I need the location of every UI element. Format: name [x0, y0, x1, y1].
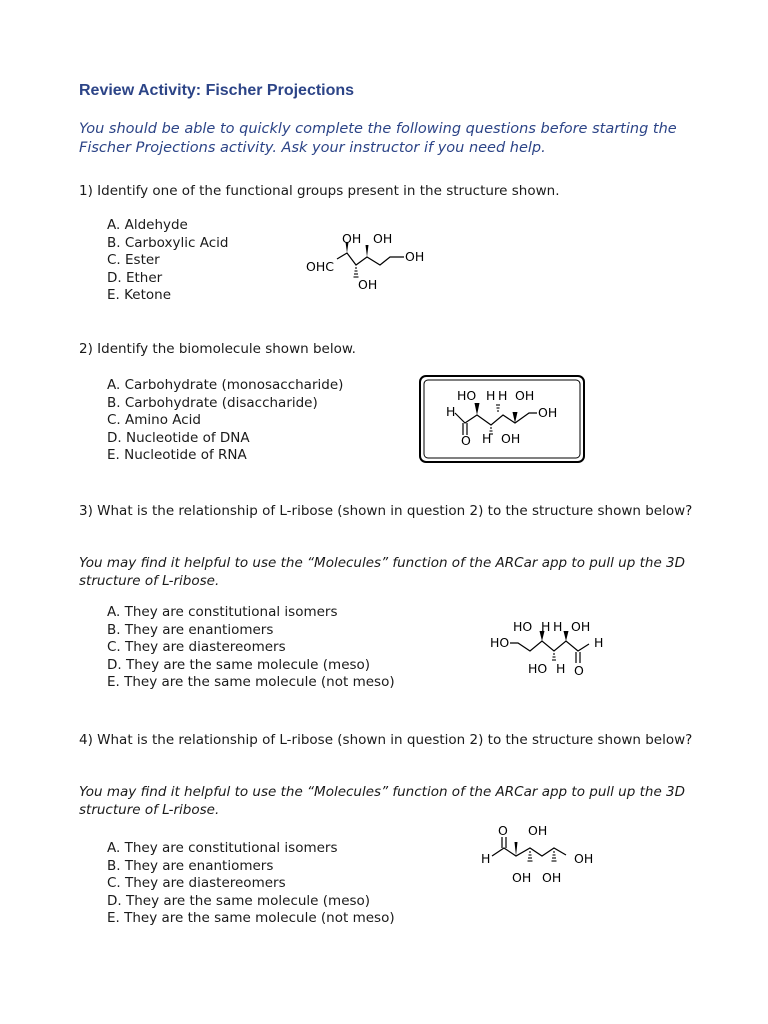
- answer-option: B. They are enantiomers: [107, 621, 274, 638]
- atom-label: OH: [405, 249, 425, 264]
- question-3-hint: You may find it helpful to use the “Molecules” function of the ARCar app to pull up the 3D structure of L-ribose.: [79, 555, 686, 589]
- hashed-bond: [496, 405, 500, 411]
- atom-label: O: [498, 823, 508, 838]
- atom-label: OHC: [306, 259, 334, 274]
- atom-label: H: [446, 404, 456, 419]
- atom-label: H: [541, 619, 551, 634]
- atom-label: O: [461, 433, 471, 448]
- answer-option: E. They are the same molecule (not meso): [107, 910, 395, 926]
- question-1-prompt: 1) Identify one of the functional groups present in the structure shown.: [79, 183, 560, 199]
- hashed-bond: [354, 268, 359, 277]
- question-2-prompt: 2) Identify the biomolecule shown below.: [79, 341, 356, 357]
- wedge-bond: [515, 842, 518, 856]
- atom-label: OH: [512, 870, 532, 885]
- answer-option: D. Nucleotide of DNA: [107, 429, 250, 446]
- atom-label: H: [556, 661, 566, 676]
- atom-label: OH: [373, 231, 393, 246]
- question-4-prompt: 4) What is the relationship of L-ribose (shown in question 2) to the structure shown below?: [79, 732, 693, 748]
- answer-option: A. Carbohydrate (monosaccharide): [107, 377, 344, 393]
- answer-option: A. Aldehyde: [107, 217, 188, 233]
- atom-label: O: [574, 663, 584, 678]
- answer-option: A. They are constitutional isomers: [107, 604, 338, 620]
- answer-option: B. They are enantiomers: [107, 857, 274, 874]
- page-title: Review Activity: Fischer Projections: [79, 82, 355, 99]
- carbon-chain: [337, 253, 404, 265]
- atom-label: H: [553, 619, 563, 634]
- atom-label: OH: [358, 277, 378, 292]
- question-2-structure: [419, 375, 585, 463]
- question-3-prompt: 3) What is the relationship of L-ribose (shown in question 2) to the structure shown below?: [79, 503, 693, 519]
- hashed-bond: [528, 852, 533, 861]
- atom-label: OH: [528, 823, 548, 838]
- answer-option: C. They are diastereomers: [107, 639, 286, 655]
- question-3-structure: [488, 616, 618, 680]
- answer-option: E. They are the same molecule (not meso): [107, 674, 395, 690]
- answer-option: E. Ketone: [107, 287, 172, 303]
- hashed-bond: [552, 852, 557, 861]
- answer-option: C. Ester: [107, 252, 160, 268]
- atom-label: HO: [457, 388, 477, 403]
- answer-option: C. They are diastereomers: [107, 875, 286, 891]
- wedge-bond: [475, 403, 480, 415]
- atom-label: H: [482, 431, 492, 446]
- atom-label: OH: [501, 431, 521, 446]
- answer-option: A. They are constitutional isomers: [107, 840, 338, 856]
- atom-label: OH: [515, 388, 535, 403]
- answer-option: B. Carbohydrate (disaccharide): [107, 394, 318, 411]
- wedge-bond: [366, 245, 369, 257]
- atom-label: OH: [342, 231, 362, 246]
- question-4-structure: [478, 820, 608, 890]
- question-4-options: [107, 840, 395, 928]
- answer-option: D. They are the same molecule (meso): [107, 892, 371, 909]
- question-1-structure: [300, 228, 440, 298]
- atom-label: HO: [528, 661, 548, 676]
- answer-option: D. They are the same molecule (meso): [107, 656, 371, 673]
- atom-label: OH: [538, 405, 558, 420]
- question-3-options: [107, 604, 395, 692]
- hashed-bond: [552, 654, 556, 660]
- carbon-chain: [510, 641, 589, 651]
- atom-label: H: [594, 635, 604, 650]
- question-4-hint: You may find it helpful to use the “Molecules” function of the ARCar app to pull up the 3D structure of L-ribose.: [79, 784, 686, 818]
- wedge-bond: [564, 631, 569, 641]
- question-1-options: [107, 217, 228, 305]
- atom-label: H: [498, 388, 508, 403]
- atom-label: H: [481, 851, 491, 866]
- atom-label: OH: [571, 619, 591, 634]
- answer-option: D. Ether: [107, 269, 163, 286]
- atom-label: HO: [513, 619, 533, 634]
- question-2-options: [107, 377, 343, 465]
- atom-label: OH: [574, 851, 594, 866]
- atom-label: OH: [542, 870, 562, 885]
- atom-label: HO: [490, 635, 510, 650]
- answer-option: E. Nucleotide of RNA: [107, 447, 247, 463]
- atom-label: H: [486, 388, 496, 403]
- answer-option: C. Amino Acid: [107, 412, 201, 428]
- answer-option: B. Carboxylic Acid: [107, 234, 229, 251]
- intro-text: You should be able to quickly complete the following questions before starting the Fischer Projections activity. Ask your instructor if you need help.: [79, 121, 677, 156]
